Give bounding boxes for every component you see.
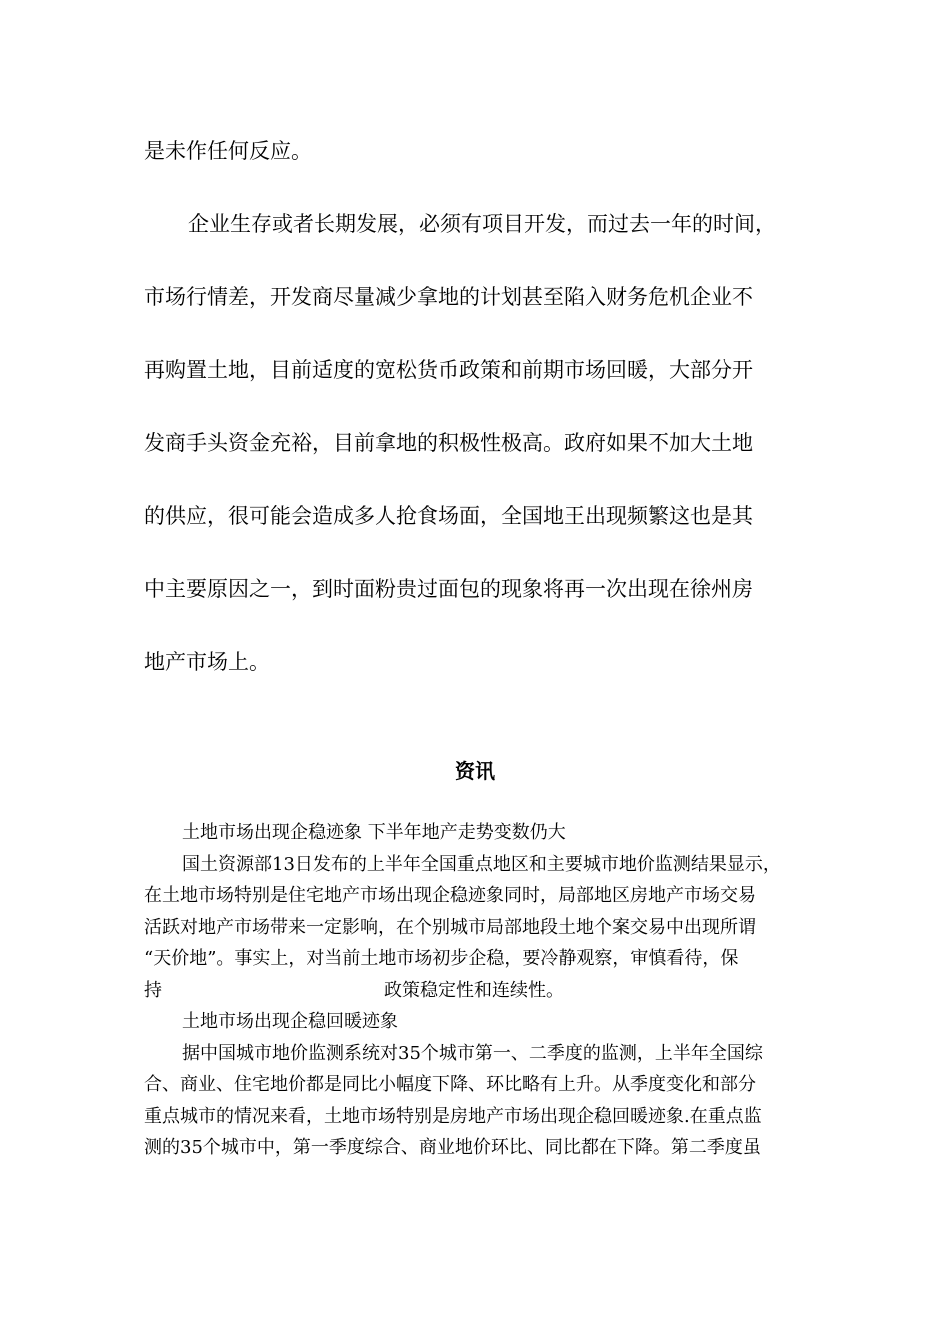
article-headline: 土地市场出现企稳迹象 下半年地产走势变数仍大 (182, 822, 566, 843)
text-fragment: 持 (144, 979, 162, 1001)
body-text-lower (144, 817, 834, 1164)
text-line (144, 975, 834, 1007)
text-line: 企业生存或者长期发展，必须有项目开发，而过去一年的时间， (188, 212, 776, 236)
text-line: 在土地市场特别是住宅地产市场出现企稳迹象同时，局部地区房地产市场交易 (144, 885, 756, 906)
text-line: 再购置土地，目前适度的宽松货币政策和前期市场回暖，大部分开 (144, 358, 753, 382)
text-line: 测的35个城市中，第一季度综合、商业地价环比、同比都在下降。第二季度虽 (144, 1137, 761, 1158)
body-text-upper (144, 126, 834, 710)
text-line: “天价地”。事实上，对当前土地市场初步企稳，要冷静观察，审慎看待，保 (144, 948, 739, 969)
section-title: 资讯 (455, 759, 495, 783)
text-line: 发商手头资金充裕，目前拿地的积极性极高。政府如果不加大土地 (144, 431, 753, 455)
text-line: 是未作任何反应。 (144, 139, 312, 163)
text-line: 市场行情差，开发商尽量减少拿地的计划甚至陷入财务危机企业不 (144, 285, 753, 309)
text-line: 据中国城市地价监测系统对35个城市第一、二季度的监测，上半年全国综 (182, 1042, 763, 1064)
text-line: 重点城市的情况来看，土地市场特别是房地产市场出现企稳回暖迹象.在重点监 (144, 1105, 762, 1127)
subheading: 土地市场出现企稳回暖迹象 (182, 1011, 398, 1032)
text-line: 国土资源部13日发布的上半年全国重点地区和主要城市地价监测结果显示， (182, 853, 781, 875)
text-line: 活跃对地产市场带来一定影响，在个别城市局部地段土地个案交易中出现所谓 (144, 916, 756, 938)
text-line: 中主要原因之一，到时面粉贵过面包的现象将再一次出现在徐州房 (144, 577, 753, 601)
text-line: 的供应，很可能会造成多人抢食场面，全国地王出现频繁这也是其 (144, 504, 753, 528)
text-line: 合、商业、住宅地价都是同比小幅度下降、环比略有上升。从季度变化和部分 (144, 1074, 756, 1095)
text-fragment: 政策稳定性和连续性。 (384, 979, 564, 1001)
text-line: 地产市场上。 (144, 650, 270, 674)
